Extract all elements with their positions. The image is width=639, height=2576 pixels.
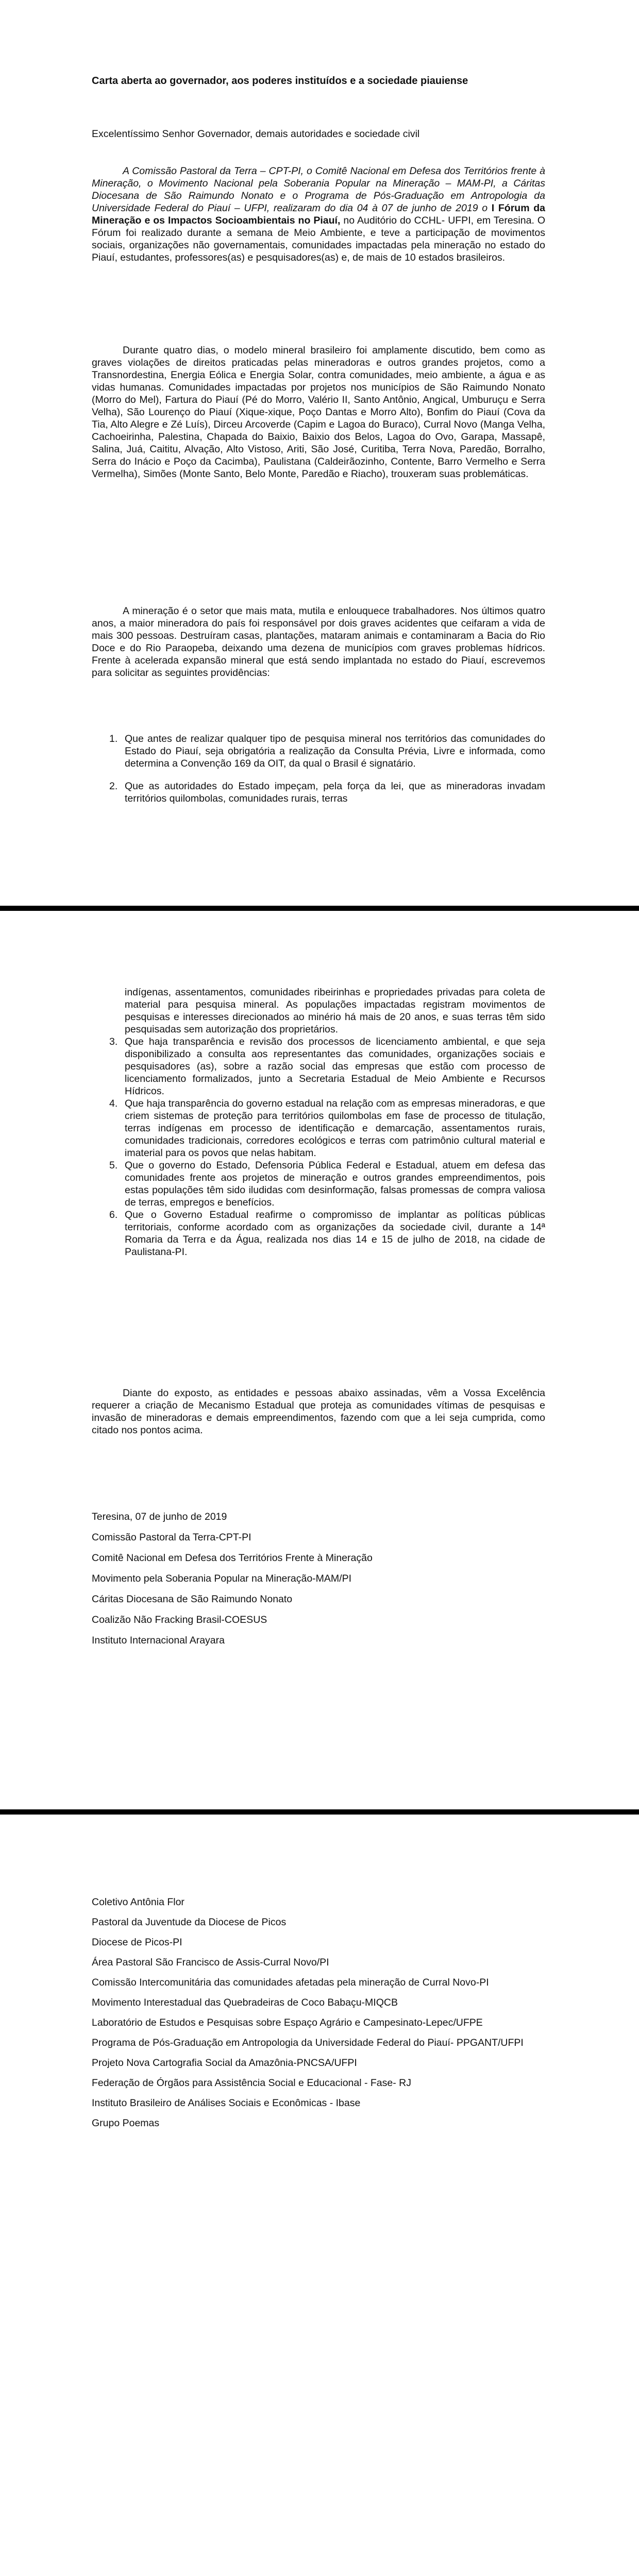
signatory: Laboratório de Estudos e Pesquisas sobre Espaço Agrário e Campesinato-Lepec/UFPE bbox=[92, 2017, 483, 2028]
paragraph-2-text: Durante quatro dias, o modelo mineral brasileiro foi amplamente discutido, bem como as graves violações de direitos praticadas pelas mineradoras e outros grandes projetos, como a Transnordestina, Energia Eólica e Energia Solar, contra comunidades, meio ambiente, a água e as vidas humanas. Comunidades impactadas por projetos nos municípios de São Raimundo Nonato (Morro do Mel), Fartura do Piauí (Pé do Morro, Valério II, Santo Antônio, Angical, Umburuçu e Serra Velha), São Lourenço do Piauí (Xique-xique, Poço Dantas e Morro Alto), Bonfim do Piauí (Cova da Tia, Alto Alegre e Zé Luís), Dirceu Arcoverde (Capim e Lagoa do Buraco), Curral Novo (Manga Velha, Cachoeirinha, Palestina, Chapada do Baixio, Baixio dos Belos, Lagoa do Ovo, Garapa, Massapê, Salina, Juá, Caititu, Alvação, Alto Vistoso, Ariti, São José, Curitiba, Terra Nova, Paredão, Borralho, Serra do Inácio e Poço da Cacimba), Paulistana (Caldeirãozinho, Contente, Barro Vermelho e Serra Vermelha), Simões (Monte Santo, Belo Monte, Paredão e Riacho), trouxeram suas problemáticas. bbox=[92, 345, 545, 480]
paragraph-3-text: A mineração é o setor que mais mata, mutila e enlouquece trabalhadores. Nos últimos quatro anos, a maior mineradora do país foi responsável por dois graves acidentes que ceifaram a vida de mais 300 pessoas. Destruíram casas, plantações, mataram animais e contaminaram a Bacia do Rio Doce e do Rio Paraopeba, deixando uma dezena de municípios com graves problemas hídricos. Frente à acelerada expansão mineral que está sendo implantada no estado do Piauí, escrevemos para solicitar as seguintes providências: bbox=[92, 605, 545, 679]
signatory: Cáritas Diocesana de São Raimundo Nonato bbox=[92, 1594, 293, 1605]
item-text: Que haja transparência do governo estadual na relação com as empresas mineradoras, e que criem sistemas de proteção para territórios quilombolas em fase de processo de titulação, terras indígenas em processo de identificação e demarcação, assentamentos rurais, comunidades tradicionais, corredores ecológicos e terras com patrimônio cultural material e imaterial para os povos que nelas habitam. bbox=[125, 1098, 545, 1159]
paragraph-1-rest: no Auditório do CCHL- UFPI, em Teresina. O Fórum foi realizado durante a semana de Meio Ambiente, e teve a participação de movimentos sociais, organizações não governamentais, comunidades impactadas pela mineração no estado do Piauí, estudantes, professores(as) e pesquisadores(as) e, de mais de 10 estados brasileiros. bbox=[92, 215, 546, 263]
closing-paragraph bbox=[92, 1387, 545, 1436]
signatory: Área Pastoral São Francisco de Assis-Curral Novo/PI bbox=[92, 1957, 329, 1968]
demands-list-part-2 bbox=[92, 986, 545, 1258]
item-text: Que o Governo Estadual reafirme o compromisso de implantar as políticas públicas territoriais, conforme acordado com as organizações da sociedade civil, durante a 14ª Romaria da Terra e da Água, realizada nos dias 14 e 15 de julho de 2018, na cidade de Paulistana-PI. bbox=[125, 1209, 545, 1258]
item-number: 6. bbox=[109, 1209, 118, 1221]
paragraph-1 bbox=[92, 165, 545, 264]
item-text: Que antes de realizar qualquer tipo de pesquisa mineral nos territórios das comunidades do Estado do Piauí, seja obrigatória a realização da Consulta Prévia, Livre e informada, como determina a Convenção 169 da OIT, da qual o Brasil é signatário. bbox=[125, 733, 545, 769]
signatory: Comissão Pastoral da Terra-CPT-PI bbox=[92, 1532, 251, 1543]
signatory: Federação de Órgãos para Assistência Social e Educacional - Fase- RJ bbox=[92, 2077, 411, 2089]
signatures-block-2 bbox=[92, 1896, 545, 2137]
demands-list-part-1 bbox=[92, 733, 545, 805]
signatory: Instituto Internacional Arayara bbox=[92, 1635, 225, 1646]
page-separator-1 bbox=[0, 906, 639, 911]
signatory: Movimento pela Soberania Popular na Mineração-MAM/PI bbox=[92, 1573, 352, 1584]
item-text: indígenas, assentamentos, comunidades ribeirinhas e propriedades privadas para coleta de material para pesquisa mineral. As populações impactadas registram movimentos de pesquisas e interesses direcionados ao minério há mais de 20 anos, e suas terras têm sido pesquisadas sem autorização dos proprietários. bbox=[125, 987, 545, 1035]
page-separator-2 bbox=[0, 1809, 639, 1815]
page-1 bbox=[0, 0, 639, 906]
item-text: Que o governo do Estado, Defensoria Pública Federal e Estadual, atuem em defesa das comunidades frente aos projetos de mineração e outros grandes empreendimentos, pois estas populações têm sido iludidas com desinformação, falsas promessas de compra valiosa de terras, empregos e benefícios. bbox=[125, 1160, 545, 1208]
signatory: Pastoral da Juventude da Diocese de Picos bbox=[92, 1917, 287, 1928]
signatory: Comitê Nacional em Defesa dos Territórios Frente à Mineração bbox=[92, 1552, 373, 1564]
page-3 bbox=[0, 1815, 639, 2576]
item-text: Que as autoridades do Estado impeçam, pela força da lei, que as mineradoras invadam territórios quilombolas, comunidades rurais, terras bbox=[125, 781, 545, 804]
demand-item-1 bbox=[92, 733, 545, 770]
signatory: Coalizão Não Fracking Brasil-COESUS bbox=[92, 1614, 267, 1625]
greeting-text: Excelentíssimo Senhor Governador, demais autoridades e sociedade civil bbox=[92, 128, 420, 140]
item-number: 2. bbox=[109, 781, 118, 792]
demand-item-4 bbox=[92, 1097, 545, 1159]
letter-title: Carta aberta ao governador, aos poderes instituídos e a sociedade piauiense bbox=[92, 75, 468, 87]
signatory: Diocese de Picos-PI bbox=[92, 1937, 182, 1948]
signatory: Programa de Pós-Graduação em Antropologia da Universidade Federal do Piauí- PPGANT/UFPI bbox=[92, 2037, 524, 2048]
demand-item-6 bbox=[92, 1209, 545, 1258]
forum-name: I Fórum da Mineração e os Impactos Socioambientais no Piauí, bbox=[92, 202, 545, 226]
item-number: 1. bbox=[109, 733, 118, 744]
demand-item-5 bbox=[92, 1159, 545, 1209]
closing-text: Diante do exposto, as entidades e pessoas abaixo assinadas, vêm a Vossa Excelência requerer a criação de Mecanismo Estadual que proteja as comunidades vítimas de pesquisas e invasão de mineradoras e demais empreendimentos, fazendo com que a lei seja cumprida, como citado nos pontos acima. bbox=[92, 1387, 545, 1436]
signatory: Projeto Nova Cartografia Social da Amazônia-PNCSA/UFPI bbox=[92, 2057, 357, 2069]
signatory: Comissão Intercomunitária das comunidades afetadas pela mineração de Curral Novo-PI bbox=[92, 1977, 489, 1988]
demand-item-2-start bbox=[92, 780, 545, 805]
item-text: Que haja transparência e revisão dos processos de licenciamento ambiental, e que seja disponibilizado a consulta aos representantes das comunidades, organizações sociais e pesquisadores (as), sobre a razão social das empresas que estão com processo de licenciamento formalizados, junto a Secretaria Estadual de Meio Ambiente e Recursos Hídricos. bbox=[125, 1036, 545, 1097]
paragraph-3 bbox=[92, 605, 545, 679]
signatory: Instituto Brasileiro de Análises Sociais e Econômicas - Ibase bbox=[92, 2097, 361, 2109]
item-number: 5. bbox=[109, 1160, 118, 1171]
demand-item-2-end bbox=[92, 986, 545, 1036]
page-2 bbox=[0, 911, 639, 1809]
paragraph-1-italic: A Comissão Pastoral da Terra – CPT-PI, o Comitê Nacional em Defesa dos Territórios frente à Mineração, o Movimento Nacional pela Soberania Popular na Mineração – MAM-PI, a Cáritas Diocesana de São Raimundo Nonato e o Programa de Pós-Graduação em Antropologia da Universidade Federal do Piauí – UFPI, realizaram do dia 04 à 07 de junho de 2019 o bbox=[92, 165, 545, 214]
signatory: Coletivo Antônia Flor bbox=[92, 1896, 184, 1908]
signatory: Grupo Poemas bbox=[92, 2117, 160, 2129]
item-number: 3. bbox=[109, 1036, 118, 1047]
signatures-block-1 bbox=[92, 1511, 545, 1655]
greeting bbox=[92, 128, 545, 140]
paragraph-2 bbox=[92, 344, 545, 480]
demand-item-3 bbox=[92, 1036, 545, 1097]
date-line: Teresina, 07 de junho de 2019 bbox=[92, 1511, 227, 1522]
item-number: 4. bbox=[109, 1098, 118, 1109]
signatory: Movimento Interestadual das Quebradeiras de Coco Babaçu-MIQCB bbox=[92, 1997, 398, 2008]
